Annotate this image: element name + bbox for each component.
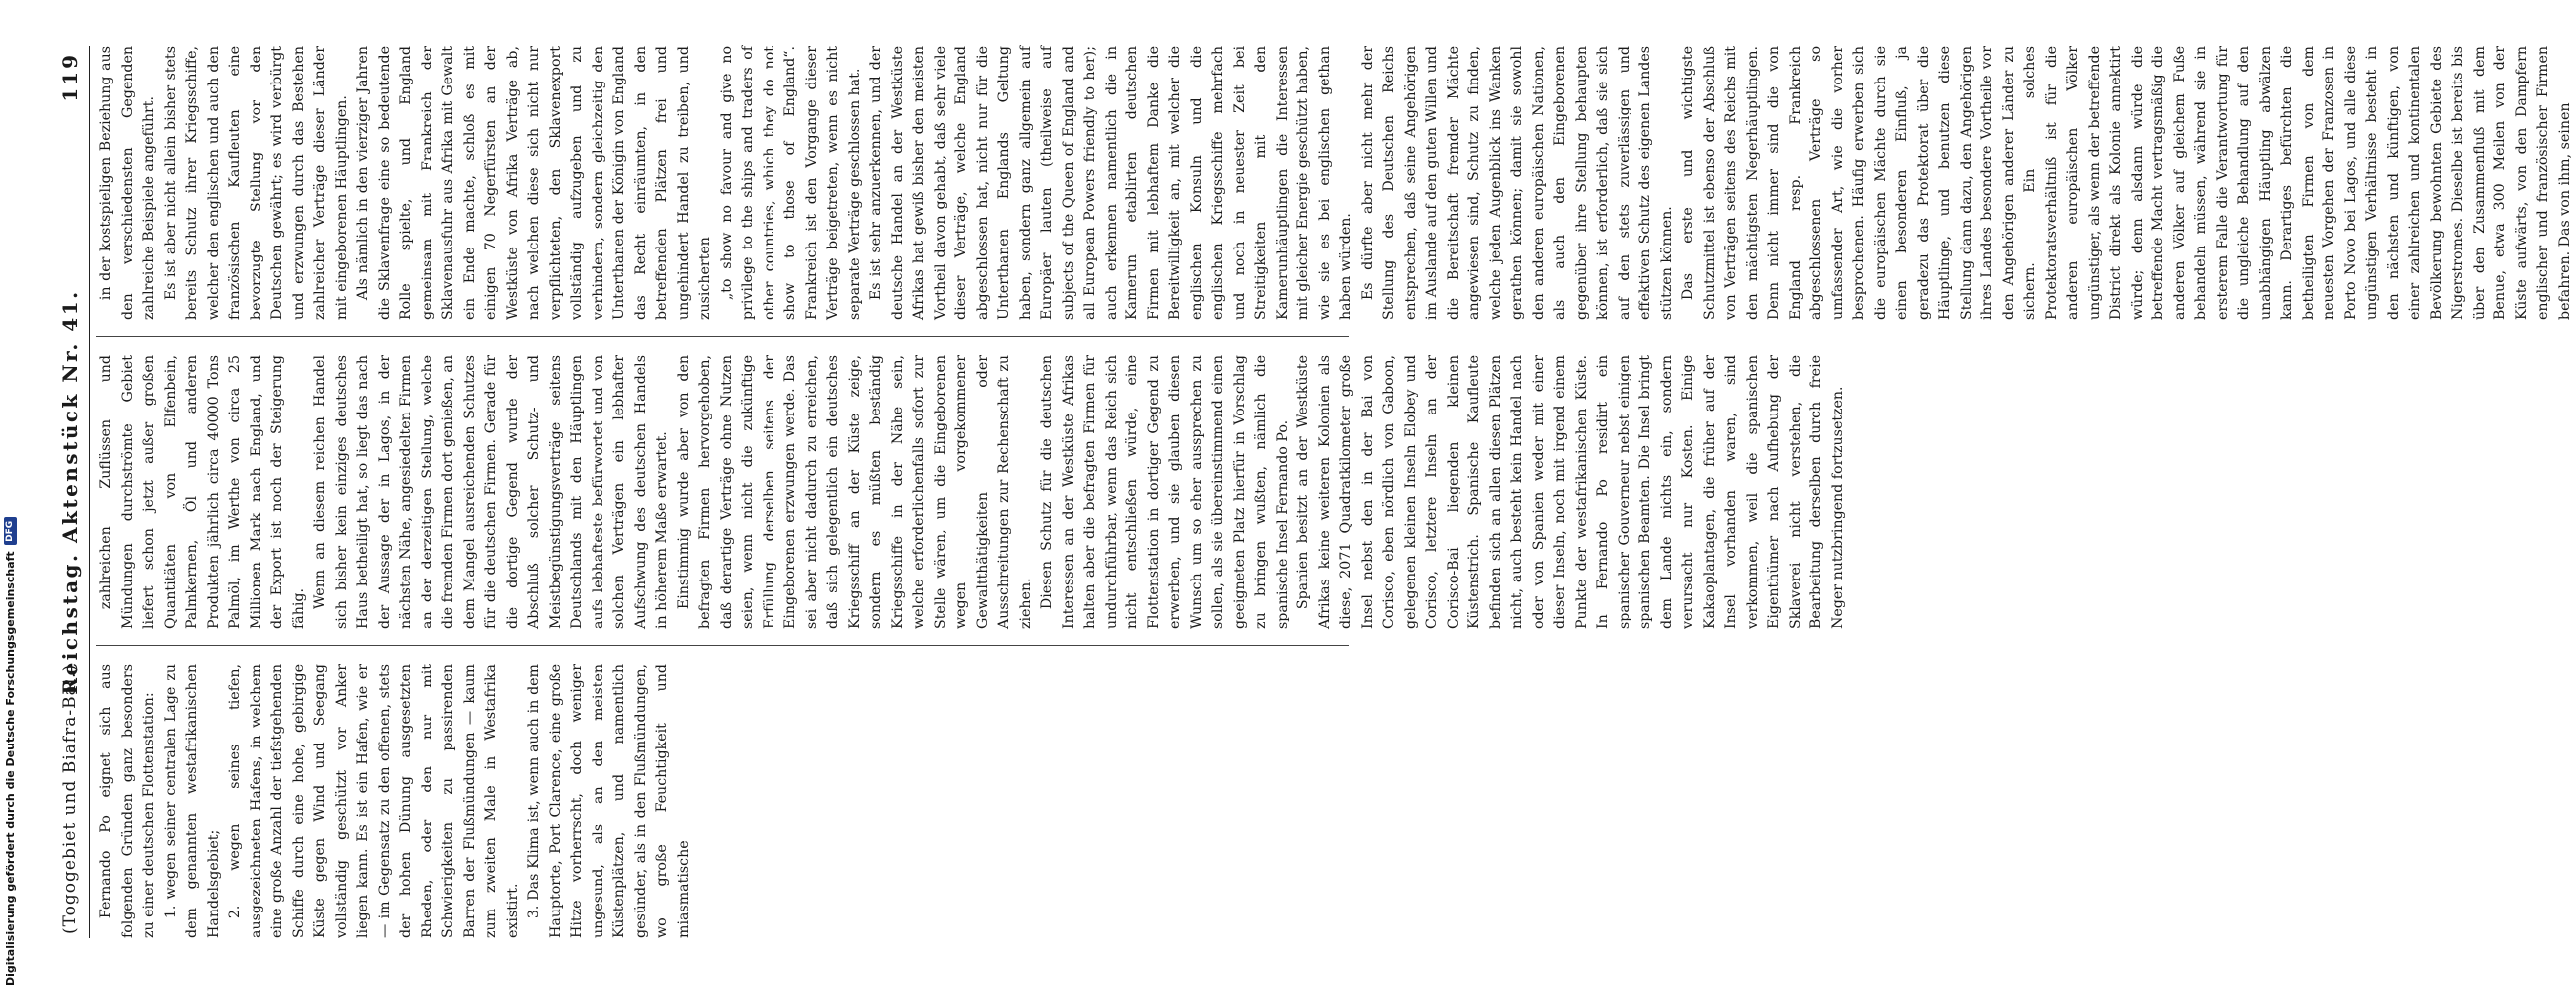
paragraph: Das erste und wichtigste Schutzmittel ist ebenso der Abschluß von Verträgen seitens des Reichs mit den mächtigsten Negerhäuptlingen. Denn nicht immer sind die von England resp. Frankreich abgeschlossenen Verträge so umfassender Art, wie die vorher besprochenen. Häufig erwerben sich die europäischen Mächte durch sie einen besonderen Einfluß, ja geradezu das Protektorat über die Häuptlinge, und benutzen diese Stellung dann dazu, den Angehörigen ihres Landes besondere Vortheile vor den Angehörigen anderer Länder zu sichern. Ein solches Protektoratsverhältniß ist für die anderen europäischen Völker ungünstiger, als wenn der betreffende District direkt als Kolonie annektirt würde; denn alsdann würde die betreffende Macht vertragsmäßig die anderen Völker auf gleichem Fuße behandeln müssen, während sie in ersterem Falle die Verantwortung für die ungleiche Behandlung auf den unabhängigen Häuptling abwälzen kann. Derartiges befürchten die betheiligten Firmen von dem neuesten Vorgehen der Franzosen in Porto Novo bei Lagos, und alle diese ungünstigen Verhältnisse besteht in den nächsten und künftigen, von einer zahlreichen und kontinentalen Bevölkerung bewohnten Gebiete des Nigerstromes. Dieselbe ist bereits bis über den Zusammenfluß mit dem Benue, etwa 300 Meilen von der Küste aufwärts, von den Dampfern englischer und französischer Firmen befahren. Das von ihm, seinen — [1680, 46, 2573, 320]
page-header — [50, 46, 90, 938]
credit-text: Digitalisierung gefördert durch die Deutsche Forschungsgemeinschaft — [3, 551, 17, 986]
rotated-document-page — [36, 20, 2573, 974]
text-columns — [90, 46, 2573, 938]
paragraph: Fernando Po eignet sich aus folgenden Gründen ganz besonders zu einer deutschen Flottenstation: — [98, 664, 157, 938]
paragraph: in der kostspieligen Beziehung aus den verschiedensten Gegenden zahlreiche Beispiele angeführt. — [98, 46, 157, 320]
paragraph: Spanien besitzt an der Westküste Afrikas keine weiteren Kolonien als diese, 2071 Quadratkilometer große Insel nebst den in der Bai von Corisco, eben nördlich von Gaboon, gelegenen kleinen Inseln Elobey und Corisco, letztere Inseln an der Corisco-Bai liegenden kleinen Küstenstrich. Spanische Kaufleute befinden sich an allen diesen Plätzen nicht, auch besteht kein Handel nach oder von Spanien weder mit einer dieser Inseln, noch mit irgend einem Punkte der westafrikanischen Küste. In Fernando Po residirt ein spanischer Gouverneur nebst einigen spanischen Beamten. Die Insel bringt dem Lande nichts ein, sondern verursacht nur Kosten. Einige Kakaoplantagen, die früher auf der Insel vorhanden waren, sind verkommen, weil die spanischen Eigenthümer nach Aufhebung der Sklaverei nicht verstehen, die Bearbeitung derselben durch freie Neger nutzbringend fortzusetzen. — [1295, 355, 1846, 629]
paragraph: 3. Das Klima ist, wenn auch in dem Hauptorte, Port Clarence, eine große Hitze vorherrscht, doch weniger ungesund, als an den meisten Küstenplätzen, und namentlich gesünder, als in den Flußmündungen, wo große Feuchtigkeit und miasmatische — [526, 664, 692, 938]
paragraph: Es dürfte aber nicht mehr der Stellung des Deutschen Reichs entsprechen, daß seine Angehörigen im Auslande auf den guten Willen und die Bereitschaft fremder Mächte angewiesen sind, Schutz zu finden, welche jeden Augenblick ins Wanken gerathen können; damit sie sowohl den anderen europäischen Nationen, als auch den Eingeborenen gegenüber ihre Stellung behaupten können, ist erforderlich, daß sie sich auf den stets zuverlässigen und effektiven Schutz des eigenen Landes stützen können. — [1359, 46, 1675, 320]
digitization-credit — [2, 0, 18, 986]
dfg-logo-icon: DFG — [4, 517, 17, 545]
paragraph: Einstimmig wurde aber von den befragten Firmen hervorgehoben, daß derartige Verträge ohne Nutzen seien, wenn nicht die zukünftige Erfüllung derselben seitens der Eingeborenen erzwungen werde. Das sei aber nicht dadurch zu erreichen, daß sich gelegentlich ein deutsches Kriegsschiff an der Küste zeige, sondern es müßten beständig Kriegsschiffe in der Nähe sein, welche erforderlichenfalls sofort zur Stelle wären, um die Eingeborenen wegen vorgekommener Gewaltthätigkeiten oder Ausschreitungen zur Rechenschaft zu ziehen. — [675, 355, 1034, 629]
paragraph: Es ist sehr anzuerkennen, und der deutsche Handel an der Westküste Afrikas hat gewiß bisher den meisten Vortheil davon gehabt, daß sehr viele dieser Verträge, welche England abgeschlossen hat, nicht nur für die Unterthanen Englands Geltung haben, sondern ganz allgemein auf Europäer lauten (theilweise auf subjects of the Queen of England and all European Powers friendly to her); auch erkennen namentlich die in Kamerun etablirten deutschen Firmen mit lebhaftem Danke die Bereitwilligkeit an, mit welcher die englischen Konsuln und die englischen Kriegsschiffe mehrfach und noch in neuester Zeit bei Streitigkeiten mit den Kamerunhäuptlingen die Interessen mit gleicher Energie geschützt haben, wie sie es bei englischen gethan haben würden. — [868, 46, 1354, 320]
column-left — [96, 46, 2573, 337]
paragraph: 1. wegen seiner centralen Lage zu dem genannten westafrikanischen Handelsgebiet; — [162, 664, 222, 938]
header-title: Reichstag. Aktenstück Nr. 41. — [58, 289, 82, 695]
column-right — [96, 664, 1349, 938]
paragraph: „to show no favour and give no privilege to the ships and traders of other countries, which they do not show to those of England“. Frankreich ist den Vorgange dieser Verträge beigetreten, wenn es nicht separate Verträge geschlossen hat. — [718, 46, 863, 320]
paragraph: Diesen Schutz für die deutschen Interessen an der Westküste Afrikas halten aber die befragten Firmen für undurchführbar, wenn das Reich sich nicht entschließen würde, eine Flottenstation in dortiger Gegend zu erwerben, und sie glauben diesen Wunsch um so eher aussprechen zu sollen, als sie übereinstimmend einen geeigneten Platz hierfür in Vorschlag zu bringen wußten, nämlich die spanische Insel Fernando Po. — [1039, 355, 1290, 629]
column-middle — [96, 355, 1846, 646]
header-subject: (Togogebiet und Biafra-Bai.) — [60, 663, 80, 934]
paragraph: Als nämlich in den vierziger Jahren die Sklavenfrage eine so bedeutende Rolle spielte, und England gemeinsam mit Frankreich der Sklavenausfuhr aus Afrika mit Gewalt ein Ende machte, schloß es mit einigen 70 Negerfürsten an der Westküste von Afrika Verträge ab, nach welchen diese sich nicht nur verpflichteten, den Sklavenexport vollständig aufzugeben und zu verhindern, sondern gleichzeitig den Unterthanen der Königin von England das Recht einräumten, in den betreffenden Plätzen frei und ungehindert Handel zu treiben, und zusicherten — [355, 46, 713, 320]
paragraph: Wenn an diesem reichen Handel sich bisher kein einziges deutsches Haus betheiligt hat, so liegt das nach der Aussage der in Lagos, in der nächsten Nähe, angesiedelten Firmen an der derzeitigen Stellung, welche die fremden Firmen dort genießen, an dem Mangel ausreichenden Schutzes für die deutschen Firmen. Gerade für die dortige Gegend wurde der Abschluß solcher Schutz- und Meistbegünstigungsverträge seitens Deutschlands mit den Häuptlingen aufs lebhafteste befürwortet und von solchen Verträgen ein lebhafter Aufschwung des deutschen Handels in höherem Maße erwartet. — [312, 355, 670, 629]
page-number: 119 — [58, 52, 82, 102]
paragraph: zahlreichen Zuflüssen und Mündungen durchströmte Gebiet liefert schon jetzt außer großen Quantitäten von Elfenbein, Palmkernen, Öl und anderen Produkten jährlich circa 40000 Tons Palmöl, im Werthe von circa 25 Millionen Mark nach England, und der Export ist noch der Steigerung fähig. — [98, 355, 307, 629]
paragraph: 2. wegen seines tiefen, ausgezeichneten Hafens, in welchem eine große Anzahl der tiefstgehenden Schiffe durch eine hohe, gebirgige Küste gegen Wind und Seegang vollständig geschützt vor Anker liegen kann. Es ist ein Hafen, wie er — im Gegensatz zu den offenen, stets der hohen Dünung ausgesetzten Rheden, oder den nur mit Schwierigkeiten zu passirenden Barren der Flußmündungen — kaum zum zweiten Male in Westafrika existirt. — [227, 664, 521, 938]
paragraph: Es ist aber nicht allein bisher stets bereits Schutz ihrer Kriegsschiffe, welcher den englischen und auch den französischen Kaufleuten eine bevorzugte Stellung vor den Deutschen gewährt; es wird verbürgt und erzwungen durch das Bestehen zahlreicher Verträge dieser Länder mit eingeborenen Häuptlingen. — [162, 46, 350, 320]
